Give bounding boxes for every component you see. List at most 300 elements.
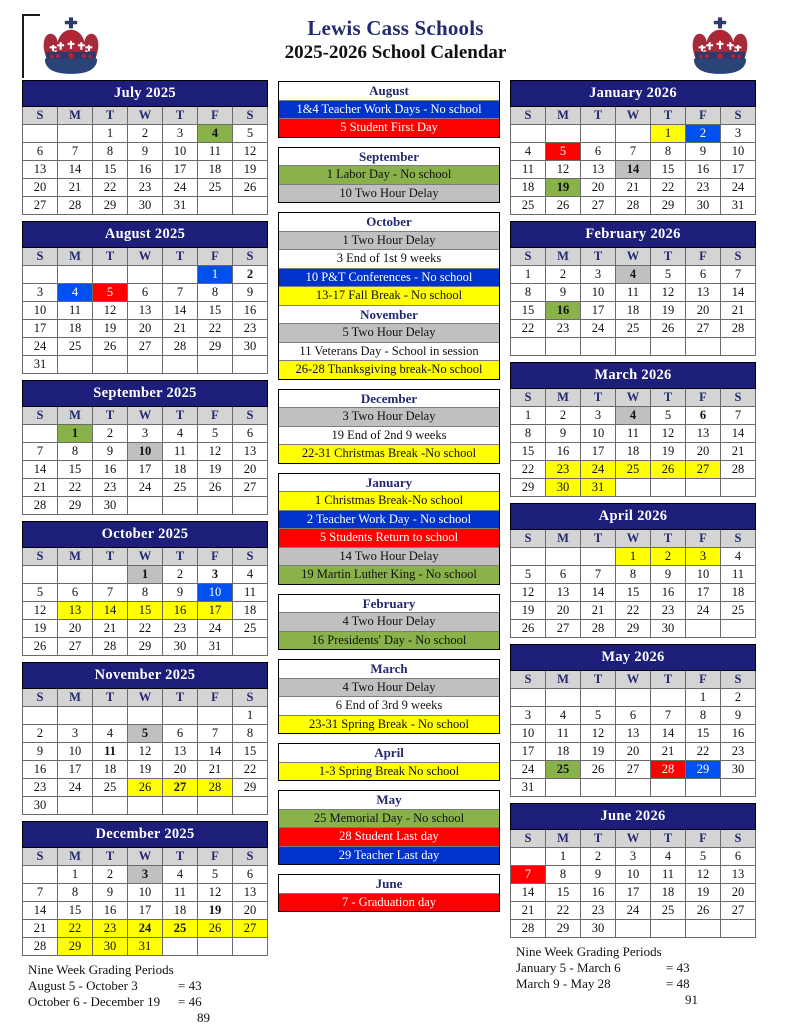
day-cell[interactable]: 12 [93, 302, 128, 320]
day-cell[interactable]: 5 [93, 284, 128, 302]
day-cell[interactable]: 4 [163, 425, 198, 443]
day-cell[interactable]: 12 [581, 724, 616, 742]
day-cell[interactable]: 14 [721, 284, 756, 302]
day-cell[interactable]: 27 [23, 197, 58, 215]
day-cell[interactable]: 10 [616, 865, 651, 883]
day-cell[interactable]: 4 [93, 725, 128, 743]
day-cell[interactable]: 1 [616, 547, 651, 565]
day-cell[interactable]: 21 [511, 901, 546, 919]
day-cell[interactable]: 26 [686, 901, 721, 919]
day-cell[interactable]: 30 [128, 197, 163, 215]
day-cell[interactable]: 18 [93, 761, 128, 779]
day-cell[interactable]: 16 [128, 161, 163, 179]
day-cell[interactable]: 29 [233, 779, 268, 797]
day-cell[interactable]: 31 [198, 638, 233, 656]
day-cell[interactable]: 24 [686, 601, 721, 619]
day-cell[interactable]: 10 [128, 884, 163, 902]
day-cell[interactable]: 1 [511, 406, 546, 424]
day-cell[interactable]: 19 [546, 179, 581, 197]
day-cell[interactable]: 25 [93, 779, 128, 797]
day-cell[interactable]: 3 [686, 547, 721, 565]
day-cell[interactable]: 6 [686, 266, 721, 284]
day-cell[interactable]: 17 [581, 442, 616, 460]
day-cell[interactable]: 17 [128, 461, 163, 479]
day-cell[interactable]: 1 [686, 688, 721, 706]
day-cell[interactable]: 23 [721, 742, 756, 760]
day-cell[interactable]: 14 [721, 424, 756, 442]
day-cell[interactable]: 21 [93, 620, 128, 638]
day-cell[interactable]: 30 [546, 478, 581, 496]
day-cell[interactable]: 11 [616, 284, 651, 302]
day-cell[interactable]: 19 [198, 461, 233, 479]
day-cell[interactable]: 5 [581, 706, 616, 724]
day-cell[interactable]: 27 [686, 460, 721, 478]
day-cell[interactable]: 22 [198, 320, 233, 338]
day-cell[interactable]: 16 [651, 583, 686, 601]
day-cell[interactable]: 16 [233, 302, 268, 320]
day-cell[interactable]: 15 [198, 302, 233, 320]
day-cell[interactable]: 21 [651, 742, 686, 760]
day-cell[interactable]: 14 [616, 161, 651, 179]
day-cell[interactable]: 2 [651, 547, 686, 565]
day-cell[interactable]: 16 [581, 883, 616, 901]
day-cell[interactable]: 14 [651, 724, 686, 742]
day-cell[interactable]: 5 [23, 584, 58, 602]
day-cell[interactable]: 26 [546, 197, 581, 215]
day-cell[interactable]: 6 [546, 565, 581, 583]
day-cell[interactable]: 30 [581, 919, 616, 937]
day-cell[interactable]: 10 [58, 743, 93, 761]
day-cell[interactable]: 31 [163, 197, 198, 215]
day-cell[interactable]: 17 [721, 161, 756, 179]
day-cell[interactable]: 3 [128, 425, 163, 443]
day-cell[interactable]: 19 [686, 883, 721, 901]
day-cell[interactable]: 7 [23, 443, 58, 461]
day-cell[interactable]: 3 [581, 266, 616, 284]
day-cell[interactable]: 7 [198, 725, 233, 743]
day-cell[interactable]: 28 [581, 619, 616, 637]
day-cell[interactable]: 21 [616, 179, 651, 197]
day-cell[interactable]: 6 [686, 406, 721, 424]
day-cell[interactable]: 11 [163, 884, 198, 902]
day-cell[interactable]: 13 [686, 284, 721, 302]
day-cell[interactable]: 16 [546, 442, 581, 460]
day-cell[interactable]: 20 [233, 902, 268, 920]
day-cell[interactable]: 6 [233, 866, 268, 884]
day-cell[interactable]: 21 [163, 320, 198, 338]
day-cell[interactable]: 22 [686, 742, 721, 760]
day-cell[interactable]: 23 [163, 620, 198, 638]
day-cell[interactable]: 2 [546, 406, 581, 424]
day-cell[interactable]: 17 [128, 902, 163, 920]
day-cell[interactable]: 16 [721, 724, 756, 742]
day-cell[interactable]: 28 [93, 638, 128, 656]
day-cell[interactable]: 9 [93, 443, 128, 461]
day-cell[interactable]: 8 [511, 424, 546, 442]
day-cell[interactable]: 9 [23, 743, 58, 761]
day-cell[interactable]: 22 [233, 761, 268, 779]
day-cell[interactable]: 26 [93, 338, 128, 356]
day-cell[interactable]: 16 [23, 761, 58, 779]
day-cell[interactable]: 3 [198, 566, 233, 584]
day-cell[interactable]: 12 [546, 161, 581, 179]
day-cell[interactable]: 1 [93, 125, 128, 143]
day-cell[interactable]: 12 [198, 884, 233, 902]
day-cell[interactable]: 24 [581, 320, 616, 338]
day-cell[interactable]: 10 [721, 143, 756, 161]
day-cell[interactable]: 14 [198, 743, 233, 761]
day-cell[interactable]: 16 [93, 902, 128, 920]
day-cell[interactable]: 11 [93, 743, 128, 761]
day-cell[interactable]: 2 [721, 688, 756, 706]
day-cell[interactable]: 31 [581, 478, 616, 496]
day-cell[interactable]: 10 [511, 724, 546, 742]
day-cell[interactable]: 18 [721, 583, 756, 601]
day-cell[interactable]: 2 [128, 125, 163, 143]
day-cell[interactable]: 18 [233, 602, 268, 620]
day-cell[interactable]: 6 [721, 847, 756, 865]
day-cell[interactable]: 20 [23, 179, 58, 197]
day-cell[interactable]: 10 [23, 302, 58, 320]
day-cell[interactable]: 23 [233, 320, 268, 338]
day-cell[interactable]: 28 [616, 197, 651, 215]
day-cell[interactable]: 17 [581, 302, 616, 320]
day-cell[interactable]: 18 [616, 442, 651, 460]
day-cell[interactable]: 24 [616, 901, 651, 919]
day-cell[interactable]: 1 [198, 266, 233, 284]
day-cell[interactable]: 29 [93, 197, 128, 215]
day-cell[interactable]: 28 [721, 460, 756, 478]
day-cell[interactable]: 21 [721, 302, 756, 320]
day-cell[interactable]: 18 [58, 320, 93, 338]
day-cell[interactable]: 3 [58, 725, 93, 743]
day-cell[interactable]: 7 [58, 143, 93, 161]
day-cell[interactable]: 6 [58, 584, 93, 602]
day-cell[interactable]: 31 [721, 197, 756, 215]
day-cell[interactable]: 21 [721, 442, 756, 460]
day-cell[interactable]: 16 [163, 602, 198, 620]
day-cell[interactable]: 8 [616, 565, 651, 583]
day-cell[interactable]: 6 [233, 425, 268, 443]
day-cell[interactable]: 19 [233, 161, 268, 179]
day-cell[interactable]: 18 [163, 902, 198, 920]
day-cell[interactable]: 30 [93, 938, 128, 956]
day-cell[interactable]: 5 [198, 425, 233, 443]
day-cell[interactable]: 15 [93, 161, 128, 179]
day-cell[interactable]: 31 [23, 356, 58, 374]
day-cell[interactable]: 9 [128, 143, 163, 161]
day-cell[interactable]: 21 [23, 920, 58, 938]
day-cell[interactable]: 19 [651, 442, 686, 460]
day-cell[interactable]: 26 [233, 179, 268, 197]
day-cell[interactable]: 25 [546, 760, 581, 778]
day-cell[interactable]: 14 [163, 302, 198, 320]
day-cell[interactable]: 27 [546, 619, 581, 637]
day-cell[interactable]: 24 [128, 920, 163, 938]
day-cell[interactable]: 7 [93, 584, 128, 602]
day-cell[interactable]: 25 [721, 601, 756, 619]
day-cell[interactable]: 18 [651, 883, 686, 901]
day-cell[interactable]: 11 [163, 443, 198, 461]
day-cell[interactable]: 21 [198, 761, 233, 779]
day-cell[interactable]: 2 [686, 125, 721, 143]
day-cell[interactable]: 1 [651, 125, 686, 143]
day-cell[interactable]: 30 [163, 638, 198, 656]
day-cell[interactable]: 13 [616, 724, 651, 742]
day-cell[interactable]: 22 [58, 479, 93, 497]
day-cell[interactable]: 26 [651, 460, 686, 478]
day-cell[interactable]: 20 [686, 302, 721, 320]
day-cell[interactable]: 2 [93, 425, 128, 443]
day-cell[interactable]: 15 [233, 743, 268, 761]
day-cell[interactable]: 18 [511, 179, 546, 197]
day-cell[interactable]: 27 [58, 638, 93, 656]
day-cell[interactable]: 4 [233, 566, 268, 584]
day-cell[interactable]: 15 [686, 724, 721, 742]
day-cell[interactable]: 8 [198, 284, 233, 302]
day-cell[interactable]: 18 [546, 742, 581, 760]
day-cell[interactable]: 19 [128, 761, 163, 779]
day-cell[interactable]: 25 [511, 197, 546, 215]
day-cell[interactable]: 5 [511, 565, 546, 583]
day-cell[interactable]: 31 [511, 778, 546, 796]
day-cell[interactable]: 15 [58, 902, 93, 920]
day-cell[interactable]: 26 [198, 920, 233, 938]
day-cell[interactable]: 12 [651, 424, 686, 442]
day-cell[interactable]: 26 [23, 638, 58, 656]
day-cell[interactable]: 23 [581, 901, 616, 919]
day-cell[interactable]: 15 [616, 583, 651, 601]
day-cell[interactable]: 24 [128, 479, 163, 497]
day-cell[interactable]: 23 [93, 920, 128, 938]
day-cell[interactable]: 26 [511, 619, 546, 637]
day-cell[interactable]: 15 [546, 883, 581, 901]
day-cell[interactable]: 29 [616, 619, 651, 637]
day-cell[interactable]: 3 [616, 847, 651, 865]
day-cell[interactable]: 6 [616, 706, 651, 724]
day-cell[interactable]: 28 [163, 338, 198, 356]
day-cell[interactable]: 28 [198, 779, 233, 797]
day-cell[interactable]: 27 [616, 760, 651, 778]
day-cell[interactable]: 9 [546, 424, 581, 442]
day-cell[interactable]: 8 [651, 143, 686, 161]
day-cell[interactable]: 5 [128, 725, 163, 743]
day-cell[interactable]: 17 [198, 602, 233, 620]
day-cell[interactable]: 4 [163, 866, 198, 884]
day-cell[interactable]: 11 [546, 724, 581, 742]
day-cell[interactable]: 8 [233, 725, 268, 743]
day-cell[interactable]: 13 [23, 161, 58, 179]
day-cell[interactable]: 17 [511, 742, 546, 760]
day-cell[interactable]: 22 [128, 620, 163, 638]
day-cell[interactable]: 27 [686, 320, 721, 338]
day-cell[interactable]: 27 [128, 338, 163, 356]
day-cell[interactable]: 14 [23, 461, 58, 479]
day-cell[interactable]: 22 [511, 320, 546, 338]
day-cell[interactable]: 11 [511, 161, 546, 179]
day-cell[interactable]: 19 [581, 742, 616, 760]
day-cell[interactable]: 3 [511, 706, 546, 724]
day-cell[interactable]: 13 [233, 884, 268, 902]
day-cell[interactable]: 8 [686, 706, 721, 724]
day-cell[interactable]: 13 [686, 424, 721, 442]
day-cell[interactable]: 2 [581, 847, 616, 865]
day-cell[interactable]: 17 [23, 320, 58, 338]
day-cell[interactable]: 22 [651, 179, 686, 197]
day-cell[interactable]: 18 [198, 161, 233, 179]
day-cell[interactable]: 5 [198, 866, 233, 884]
day-cell[interactable]: 29 [198, 338, 233, 356]
day-cell[interactable]: 12 [128, 743, 163, 761]
day-cell[interactable]: 10 [128, 443, 163, 461]
day-cell[interactable]: 11 [58, 302, 93, 320]
day-cell[interactable]: 21 [23, 479, 58, 497]
day-cell[interactable]: 30 [651, 619, 686, 637]
day-cell[interactable]: 16 [686, 161, 721, 179]
day-cell[interactable]: 6 [23, 143, 58, 161]
day-cell[interactable]: 16 [93, 461, 128, 479]
day-cell[interactable]: 5 [546, 143, 581, 161]
day-cell[interactable]: 22 [93, 179, 128, 197]
day-cell[interactable]: 20 [233, 461, 268, 479]
day-cell[interactable]: 26 [198, 479, 233, 497]
day-cell[interactable]: 30 [93, 497, 128, 515]
day-cell[interactable]: 18 [163, 461, 198, 479]
day-cell[interactable]: 23 [93, 479, 128, 497]
day-cell[interactable]: 24 [198, 620, 233, 638]
day-cell[interactable]: 7 [721, 406, 756, 424]
day-cell[interactable]: 31 [128, 938, 163, 956]
day-cell[interactable]: 27 [233, 479, 268, 497]
day-cell[interactable]: 21 [581, 601, 616, 619]
day-cell[interactable]: 4 [651, 847, 686, 865]
day-cell[interactable]: 26 [128, 779, 163, 797]
day-cell[interactable]: 4 [616, 406, 651, 424]
day-cell[interactable]: 7 [721, 266, 756, 284]
day-cell[interactable]: 16 [546, 302, 581, 320]
day-cell[interactable]: 4 [58, 284, 93, 302]
day-cell[interactable]: 4 [721, 547, 756, 565]
day-cell[interactable]: 26 [581, 760, 616, 778]
day-cell[interactable]: 28 [58, 197, 93, 215]
day-cell[interactable]: 15 [58, 461, 93, 479]
day-cell[interactable]: 3 [128, 866, 163, 884]
day-cell[interactable]: 23 [23, 779, 58, 797]
day-cell[interactable]: 25 [163, 479, 198, 497]
day-cell[interactable]: 29 [128, 638, 163, 656]
day-cell[interactable]: 7 [511, 865, 546, 883]
day-cell[interactable]: 12 [511, 583, 546, 601]
day-cell[interactable]: 2 [546, 266, 581, 284]
day-cell[interactable]: 15 [511, 302, 546, 320]
day-cell[interactable]: 23 [546, 460, 581, 478]
day-cell[interactable]: 6 [163, 725, 198, 743]
day-cell[interactable]: 20 [546, 601, 581, 619]
day-cell[interactable]: 30 [23, 797, 58, 815]
day-cell[interactable]: 10 [581, 424, 616, 442]
day-cell[interactable]: 3 [163, 125, 198, 143]
day-cell[interactable]: 12 [23, 602, 58, 620]
day-cell[interactable]: 10 [686, 565, 721, 583]
day-cell[interactable]: 7 [23, 884, 58, 902]
day-cell[interactable]: 8 [93, 143, 128, 161]
day-cell[interactable]: 14 [23, 902, 58, 920]
day-cell[interactable]: 8 [58, 884, 93, 902]
day-cell[interactable]: 15 [128, 602, 163, 620]
day-cell[interactable]: 1 [58, 425, 93, 443]
day-cell[interactable]: 24 [163, 179, 198, 197]
day-cell[interactable]: 28 [651, 760, 686, 778]
day-cell[interactable]: 25 [198, 179, 233, 197]
day-cell[interactable]: 22 [58, 920, 93, 938]
day-cell[interactable]: 17 [58, 761, 93, 779]
day-cell[interactable]: 28 [23, 938, 58, 956]
day-cell[interactable]: 24 [58, 779, 93, 797]
day-cell[interactable]: 2 [233, 266, 268, 284]
day-cell[interactable]: 5 [233, 125, 268, 143]
day-cell[interactable]: 23 [128, 179, 163, 197]
day-cell[interactable]: 24 [581, 460, 616, 478]
day-cell[interactable]: 5 [686, 847, 721, 865]
day-cell[interactable]: 28 [23, 497, 58, 515]
day-cell[interactable]: 13 [721, 865, 756, 883]
day-cell[interactable]: 1 [546, 847, 581, 865]
day-cell[interactable]: 24 [23, 338, 58, 356]
day-cell[interactable]: 1 [233, 707, 268, 725]
day-cell[interactable]: 3 [581, 406, 616, 424]
day-cell[interactable]: 22 [511, 460, 546, 478]
day-cell[interactable]: 10 [198, 584, 233, 602]
day-cell[interactable]: 29 [511, 478, 546, 496]
day-cell[interactable]: 13 [581, 161, 616, 179]
day-cell[interactable]: 7 [581, 565, 616, 583]
day-cell[interactable]: 29 [58, 938, 93, 956]
day-cell[interactable]: 5 [651, 406, 686, 424]
day-cell[interactable]: 20 [721, 883, 756, 901]
day-cell[interactable]: 9 [651, 565, 686, 583]
day-cell[interactable]: 29 [686, 760, 721, 778]
day-cell[interactable]: 29 [651, 197, 686, 215]
day-cell[interactable]: 21 [58, 179, 93, 197]
day-cell[interactable]: 19 [651, 302, 686, 320]
day-cell[interactable]: 9 [581, 865, 616, 883]
day-cell[interactable]: 7 [616, 143, 651, 161]
day-cell[interactable]: 2 [163, 566, 198, 584]
day-cell[interactable]: 13 [163, 743, 198, 761]
day-cell[interactable]: 25 [58, 338, 93, 356]
day-cell[interactable]: 17 [616, 883, 651, 901]
day-cell[interactable]: 20 [581, 179, 616, 197]
day-cell[interactable]: 9 [163, 584, 198, 602]
day-cell[interactable]: 20 [686, 442, 721, 460]
day-cell[interactable]: 6 [581, 143, 616, 161]
day-cell[interactable]: 12 [233, 143, 268, 161]
day-cell[interactable]: 1 [58, 866, 93, 884]
day-cell[interactable]: 19 [93, 320, 128, 338]
day-cell[interactable]: 9 [546, 284, 581, 302]
day-cell[interactable]: 17 [163, 161, 198, 179]
day-cell[interactable]: 27 [163, 779, 198, 797]
day-cell[interactable]: 26 [651, 320, 686, 338]
day-cell[interactable]: 23 [651, 601, 686, 619]
day-cell[interactable]: 15 [511, 442, 546, 460]
day-cell[interactable]: 1 [128, 566, 163, 584]
day-cell[interactable]: 24 [721, 179, 756, 197]
day-cell[interactable]: 20 [616, 742, 651, 760]
day-cell[interactable]: 29 [58, 497, 93, 515]
day-cell[interactable]: 20 [128, 320, 163, 338]
day-cell[interactable]: 27 [233, 920, 268, 938]
